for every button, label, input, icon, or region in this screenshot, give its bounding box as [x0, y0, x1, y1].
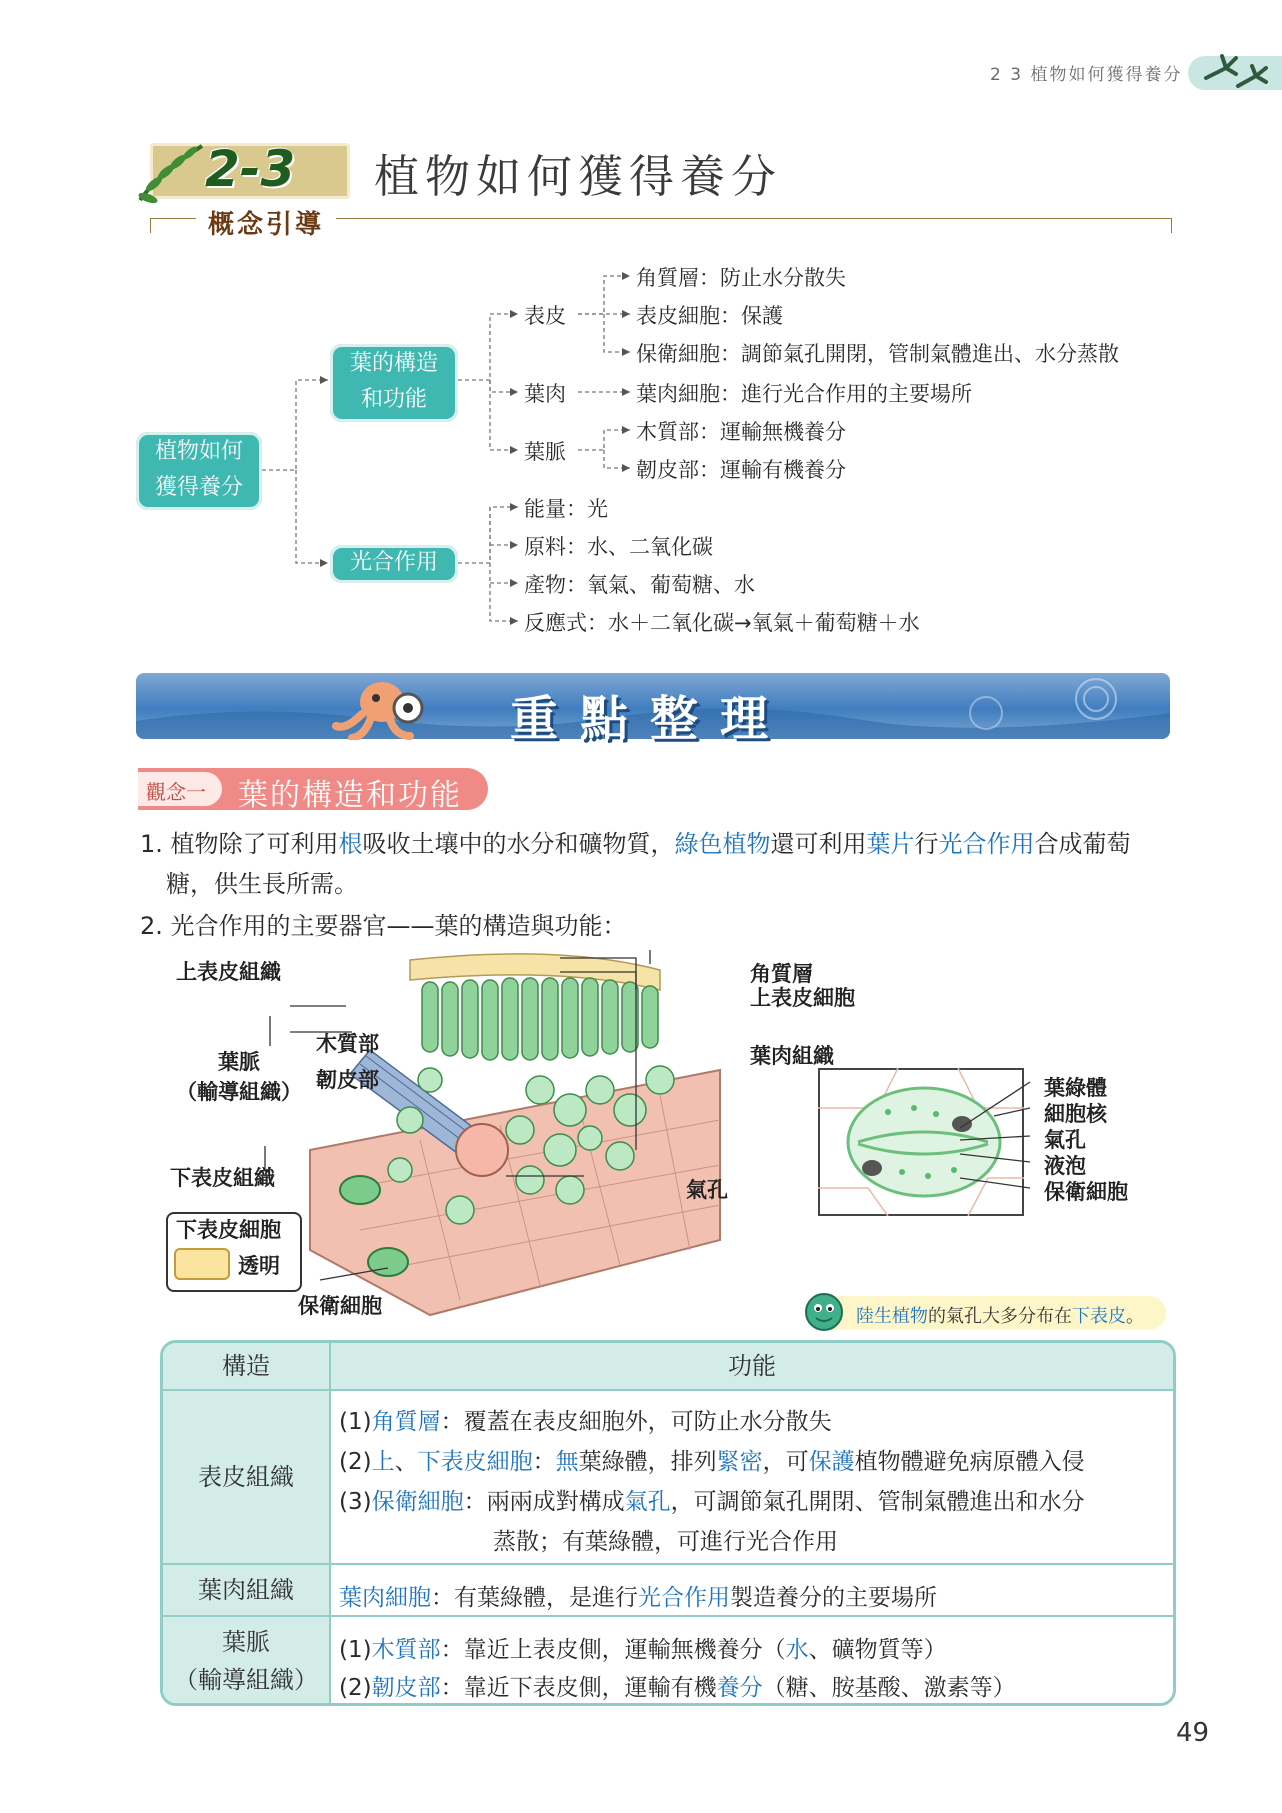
- table-keyword: 木質部: [371, 1637, 441, 1663]
- table-cell-vein-line1: 葉脈: [222, 1628, 270, 1656]
- table-function-line: [339, 1483, 1085, 1516]
- concept-item-phloem: 韌皮部：運輸有機養分: [636, 458, 846, 482]
- concept-item-epidermal-cell: 表皮細胞：保護: [636, 304, 783, 328]
- table-keyword: 光合作用: [638, 1585, 730, 1611]
- table-function-line: [339, 1443, 1085, 1476]
- concept-guide-label: 概念引導: [196, 204, 336, 241]
- running-header: 2 3 植物如何獲得養分: [990, 65, 1183, 85]
- note-text-part: 的氣孔大多分布在: [928, 1306, 1072, 1327]
- table-text: ：: [532, 1449, 556, 1475]
- concept-photosynthesis-node: 光合作用: [330, 545, 458, 583]
- table-text: (3): [339, 1489, 372, 1515]
- table-keyword: 保衛細胞: [371, 1489, 464, 1515]
- table-vline: [329, 1343, 331, 1703]
- table-hline: [163, 1563, 1173, 1565]
- table-keyword: 氣孔: [624, 1489, 671, 1515]
- structure-function-table: [160, 1340, 1176, 1706]
- concept-leaf-node: [330, 344, 458, 422]
- page-number: 49: [1176, 1718, 1210, 1748]
- table-text: 葉綠體，排列: [578, 1449, 717, 1475]
- banner-title: 重點整理: [510, 691, 791, 747]
- table-keyword: 保護: [808, 1449, 855, 1475]
- concept-item-product: 產物：氧氣、葡萄糖、水: [524, 573, 755, 597]
- concept-root-line2: 獲得養分: [154, 475, 243, 500]
- label-vein-sub: （輸導組織）: [176, 1079, 302, 1104]
- label-phloem: 韌皮部: [316, 1067, 379, 1092]
- table-header-structure: 構造: [163, 1343, 329, 1389]
- table-text: ：有葉綠體，是進行: [431, 1585, 638, 1611]
- concept-item-equation: 反應式：水＋二氧化碳→氧氣＋葡萄糖＋水: [524, 611, 920, 635]
- table-text: ：靠近下表皮側，運輸有機: [440, 1675, 717, 1701]
- concept-item-mesophyll-cell: 葉肉細胞：進行光合作用的主要場所: [636, 382, 972, 406]
- note-keyword-lower-epidermis: 下表皮: [1072, 1306, 1126, 1327]
- concept-root-node: [136, 432, 262, 510]
- table-keyword: 養分: [716, 1675, 763, 1701]
- table-text: ：靠近上表皮側，運輸無機養分（: [440, 1637, 786, 1663]
- label-guard-cell: 保衛細胞: [298, 1293, 382, 1318]
- table-text: 製造養分的主要場所: [730, 1585, 937, 1611]
- table-keyword: 下表皮細胞: [417, 1449, 533, 1475]
- table-text: 、: [394, 1449, 418, 1475]
- p1-text: 1. 植物除了可利用: [140, 830, 339, 858]
- paragraph-1-cont: 糖，供生長所需。: [166, 870, 358, 898]
- label-lower-epidermis: 下表皮組織: [170, 1165, 275, 1190]
- table-keyword: 緊密: [716, 1449, 763, 1475]
- table-text: ，可: [762, 1449, 809, 1475]
- note-text-part: 。: [1126, 1306, 1144, 1327]
- concept-mesophyll: 葉肉: [524, 382, 566, 406]
- concept-item-energy: 能量：光: [524, 497, 608, 521]
- table-hline: [163, 1389, 1173, 1391]
- table-header-function: 功能: [331, 1343, 1173, 1389]
- cell-swatch: [174, 1248, 230, 1280]
- table-cell-vein-line2: （輸導組織）: [174, 1666, 318, 1694]
- note-text: [856, 1302, 1144, 1328]
- zoom-label-chloroplast: 葉綠體: [1044, 1075, 1107, 1100]
- table-text: ：覆蓋在表皮細胞外，可防止水分散失: [440, 1409, 832, 1435]
- table-function-line: [339, 1579, 937, 1612]
- zoom-label-lines: [960, 1070, 1040, 1200]
- table-text: 植物體避免病原體入侵: [854, 1449, 1085, 1475]
- table-function-line: [339, 1631, 947, 1664]
- concept-root-line1: 植物如何: [154, 439, 243, 464]
- p1-keyword-leaf: 葉片: [866, 830, 915, 858]
- label-upper-epidermis: 上表皮組織: [176, 959, 281, 984]
- octopus-mascot-icon: [330, 676, 440, 740]
- table-text: 、礦物質等）: [808, 1637, 947, 1663]
- concept-leaf-line1: 葉的構造: [349, 351, 438, 376]
- p1-text: 行: [914, 830, 939, 858]
- concept-tag-label: 觀念一: [146, 780, 206, 804]
- p1-keyword-green-plant: 綠色植物: [674, 830, 771, 858]
- table-keyword: 角質層: [371, 1409, 441, 1435]
- p1-text: 合成葡萄: [1034, 830, 1131, 858]
- table-text: ，可調節氣孔開閉、管制氣體進出和水分: [670, 1489, 1085, 1515]
- table-text: （糖、胺基酸、激素等）: [762, 1675, 1016, 1701]
- p1-keyword-root: 根: [338, 830, 363, 858]
- concept-title: 葉的構造和功能: [238, 778, 462, 813]
- table-cell-vein: [163, 1617, 329, 1706]
- zoom-label-guard-cell: 保衛細胞: [1044, 1179, 1128, 1204]
- table-text: (1): [339, 1409, 372, 1435]
- label-vein: 葉脈: [218, 1049, 260, 1074]
- table-text: (1): [339, 1637, 372, 1663]
- label-upper-epidermal-cell: 上表皮細胞: [750, 985, 855, 1010]
- table-keyword: 韌皮部: [371, 1675, 441, 1701]
- label-lower-epidermal-cell: 下表皮細胞: [176, 1217, 281, 1242]
- table-keyword: 無: [555, 1449, 579, 1475]
- concept-leaf-line2: 和功能: [360, 387, 427, 412]
- germ-mascot-icon: [800, 1288, 852, 1334]
- table-function-line: [493, 1523, 838, 1556]
- note-keyword-land-plants: 陸生植物: [856, 1306, 928, 1327]
- concept-item-xylem: 木質部：運輸無機養分: [636, 420, 846, 444]
- paragraph-1: [140, 824, 1131, 864]
- table-cell-epidermis: 表皮組織: [163, 1391, 329, 1563]
- concept-item-raw: 原料：水、二氧化碳: [524, 535, 713, 559]
- section-number: 2-3: [205, 140, 296, 198]
- table-cell-mesophyll: 葉肉組織: [163, 1565, 329, 1615]
- p1-keyword-photosynthesis: 光合作用: [938, 830, 1035, 858]
- zoom-label-stoma: 氣孔: [1044, 1127, 1086, 1152]
- table-text: ：兩兩成對構成: [463, 1489, 625, 1515]
- table-text: (2): [339, 1675, 372, 1701]
- table-text: (2): [339, 1449, 372, 1475]
- concept-item-guard-cell: 保衛細胞：調節氣孔開閉，管制氣體進出、水分蒸散: [636, 342, 1119, 366]
- concept-item-cuticle: 角質層：防止水分散失: [636, 266, 846, 290]
- p1-text: 吸收土壤中的水分和礦物質，: [362, 830, 675, 858]
- table-keyword: 上: [371, 1449, 395, 1475]
- table-hline: [163, 1615, 1173, 1617]
- table-text: 蒸散；有葉綠體，可進行光合作用: [493, 1529, 838, 1555]
- zoom-label-vacuole: 液泡: [1044, 1153, 1086, 1178]
- table-keyword: 水: [785, 1637, 809, 1663]
- p1-text: 還可利用: [770, 830, 867, 858]
- label-cuticle: 角質層: [750, 961, 813, 986]
- table-function-line: [339, 1403, 832, 1436]
- concept-epidermis: 表皮: [524, 304, 566, 328]
- paragraph-2: 2. 光合作用的主要器官——葉的構造與功能：: [140, 912, 627, 940]
- label-mesophyll-tissue: 葉肉組織: [750, 1043, 834, 1068]
- table-function-line: [339, 1669, 1016, 1702]
- label-stoma: 氣孔: [686, 1177, 728, 1202]
- concept-vein: 葉脈: [524, 440, 566, 464]
- label-transparent: 透明: [238, 1253, 280, 1278]
- zoom-label-nucleus: 細胞核: [1044, 1101, 1107, 1126]
- section-title: 植物如何獲得養分: [374, 150, 783, 203]
- table-keyword: 葉肉細胞: [339, 1585, 431, 1611]
- label-xylem: 木質部: [316, 1031, 379, 1056]
